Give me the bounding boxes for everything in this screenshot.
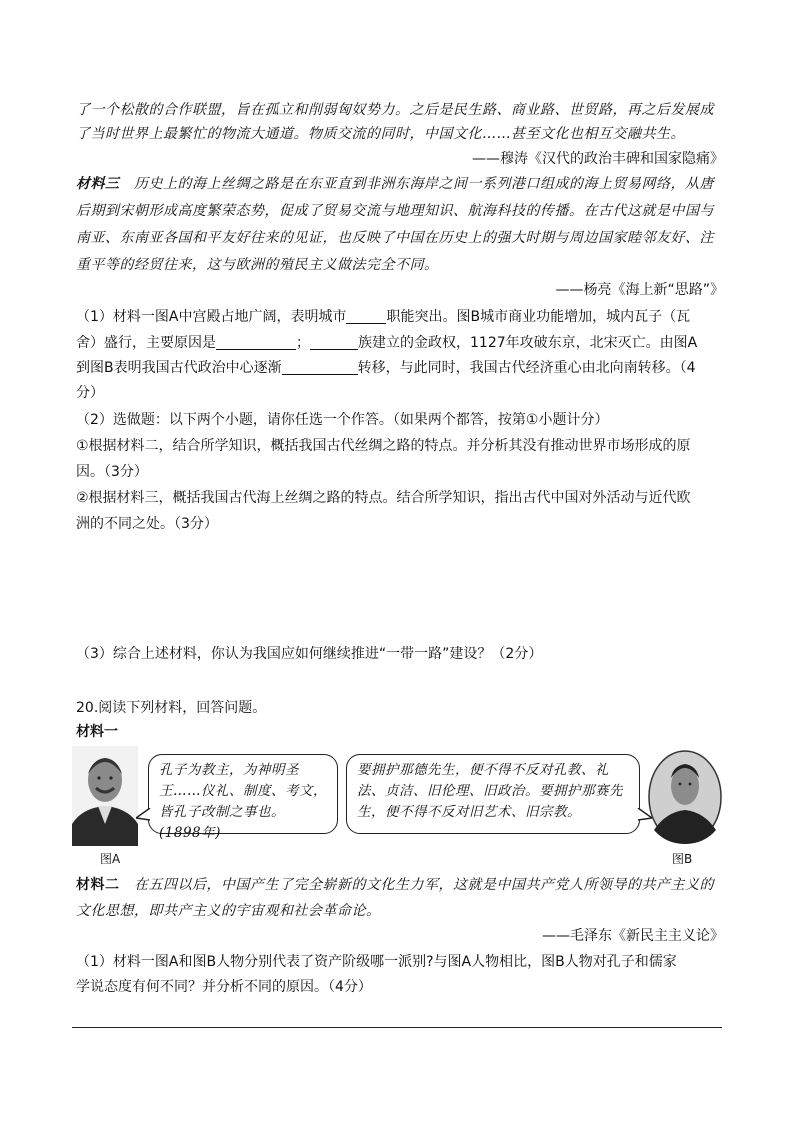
material-1-label: 材料一 [76, 724, 118, 740]
answer-blank-2[interactable] [216, 333, 296, 350]
question-1-line-4: 分） [76, 385, 104, 401]
material-2-text-line-1: 了一个松散的合作联盟，旨在孤立和削弱匈奴势力。之后是民生路、商业路、世贸路，再之后发展成 [76, 102, 714, 118]
q1-text-f: 到图B表明我国古代政治中心逐渐 [76, 360, 282, 376]
question-2-option-1-line-1: ①根据材料二，结合所学知识，概括我国古代丝绸之路的特点。并分析其没有推动世界市场形成的原 [76, 438, 691, 454]
material-3-text-1: 历史上的海上丝绸之路是在东亚直到非洲东海岸之间一系列港口组成的海上贸易网络，从唐 [119, 176, 714, 192]
question-2-option-2-line-2: 洲的不同之处。（3分） [76, 516, 218, 532]
bubble-a-tail [136, 808, 152, 822]
speech-bubble-b: 要拥护那德先生，便不得不反对孔教、礼法、贞洁、旧伦理、旧政治。要拥护那赛先生，便不得不反对旧艺术、旧宗教。 [346, 754, 640, 834]
material-2-label: 材料二 [76, 877, 120, 893]
portrait-b-image [648, 750, 722, 844]
question-1-line-1 [76, 305, 724, 329]
figure-b-caption: 图B [672, 852, 693, 866]
question-20-title: 20.阅读下列材料，回答问题。 [76, 700, 267, 716]
portrait-a-image [72, 746, 138, 846]
question-3: （3）综合上述材料，你认为我国应如何继续推进“一带一路”建设？（2分） [76, 646, 543, 662]
material-3-line-4: 重平等的经贸往来，这与欧洲的殖民主义做法完全不同。 [76, 257, 439, 273]
material-3-line-1 [76, 172, 724, 196]
figure-a-caption: 图A [100, 852, 121, 866]
material-1-figure [70, 746, 724, 866]
q1-text-g: 转移，与此同时，我国古代经济重心由北向南转移。（4 [357, 360, 696, 376]
material-3-label: 材料三 [76, 176, 120, 192]
question-20-1-line-1: （1）材料一图A和图B人物分别代表了资产阶级哪一派别?与图A人物相比，图B人物对孔子和儒家 [76, 954, 677, 970]
material-3-source: ——杨亮《海上新“思路”》 [555, 282, 724, 298]
answer-blank-4[interactable] [282, 358, 358, 375]
material-2-line-1 [76, 873, 724, 897]
question-2-intro: （2）选做题：以下两个小题，请你任选一个作答。（如果两个都答，按第①小题计分） [76, 412, 609, 428]
material-2-text-1: 在五四以后，中国产生了完全崭新的文化生力军，这就是中国共产党人所领导的共产主义的 [119, 877, 714, 893]
question-2-option-2-line-1: ②根据材料三，概括我国古代海上丝绸之路的特点。结合所学知识，指出古代中国对外活动与近代欧 [76, 490, 691, 506]
material-3-line-2: 后期到宋朝形成高度繁荣态势，促成了贸易交流与地理知识、航海科技的传播。在古代这就是中国与 [76, 203, 714, 219]
material-2-source: ——穆涛《汉代的政治丰碑和国家隐痛》 [472, 151, 724, 167]
q1-text-d: ； [296, 335, 310, 351]
material-2-text-line-2: 了当时世界上最繁忙的物流大通道。物质交流的同时，中国文化……甚至文化也相互交融共生。 [76, 126, 685, 142]
speech-bubble-a: 孔子为教主，为神明圣王……仪礼、制度、考文，皆孔子改制之事也。(1898年) [148, 754, 338, 834]
answer-blank-1[interactable] [346, 307, 386, 324]
question-1-line-2 [76, 331, 724, 355]
q1-text-c: 舍）盛行，主要原因是 [76, 335, 216, 351]
material-2-mao-source: ——毛泽东《新民主主义论》 [542, 928, 724, 944]
material-2-line-2: 文化思想，即共产主义的宇宙观和社会革命论。 [76, 903, 381, 919]
question-1-line-3 [76, 356, 724, 380]
material-3-line-3: 南亚、东南亚各国和平友好往来的见证，也反映了中国在历史上的强大时期与周边国家睦邻友好、注 [76, 230, 714, 246]
q1-text-a: （1）材料一图A中宫殿占地广阔，表明城市 [76, 309, 347, 325]
question-2-option-1-line-2: 因。（3分） [76, 464, 148, 480]
q1-text-b: 职能突出。图B城市商业功能增加，城内瓦子（瓦 [386, 309, 691, 325]
answer-blank-3[interactable] [310, 333, 358, 350]
bottom-divider [72, 1027, 722, 1028]
question-20-1-line-2: 学说态度有何不同？并分析不同的原因。（4分） [76, 979, 372, 995]
q1-text-e: 族建立的金政权，1127年攻破东京，北宋灭亡。由图A [358, 335, 698, 351]
